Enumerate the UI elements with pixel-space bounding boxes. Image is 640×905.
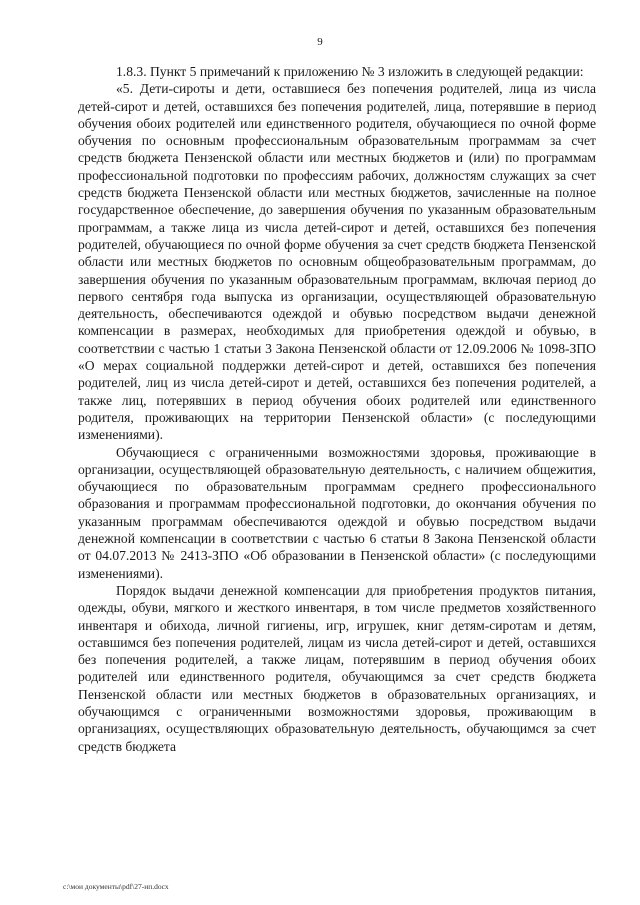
- document-body: [78, 63, 596, 755]
- page-number: 9: [317, 36, 323, 48]
- paragraph-item-1-8-3: 1.8.3. Пункт 5 примечаний к приложению № 3 изложить в следующей редакции:: [116, 64, 584, 79]
- paragraph-disabilities: Обучающиеся с ограниченными возможностями здоровья, проживающие в организации, осуществляющей образовательную деятельность, с наличием общежития, обучающиеся по образовательным программам среднего профессионального образования и программам профессиональной подготовки, до окончания обучения по указанным программам обеспечиваются одеждой и обувью посредством выдачи денежной компенсации в соответствии с частью 6 статьи 8 Закона Пензенской области от 04.07.2013 № 2413-ЗПО «Об образовании в Пензенской области» (с последующими изменениями).: [78, 444, 596, 581]
- paragraph-compensation-procedure: Порядок выдачи денежной компенсации для приобретения продуктов питания, одежды, обуви, мягкого и жесткого инвентаря, в том числе предметов хозяйственного инвентаря и обихода, личной гигиены, игр, игрушек, книг детям-сиротам и детям, оставшимся без попечения родителей, лицам из числа детей-сирот и детей, оставшихся без попечения родителей, а также лицам, потерявшим в период обучения обоих родителей или единственного родителя, обучающимся за счет средств бюджета Пензенской области или местных бюджетов в образовательных организациях, и обучающимся с ограниченными возможностями здоровья, проживающим в организациях, осуществляющих образовательную деятельность, обучающимся за счет средств бюджета: [78, 582, 596, 754]
- file-path-footer: c:\мои документы\pdf\27-ип.docx: [63, 882, 169, 891]
- paragraph-note-5: «5. Дети-сироты и дети, оставшиеся без попечения родителей, лица из числа детей-сирот и детей, оставшихся без попечения родителей, лица, потерявшие в период обучения обоих родителей или единственного родителя, обучающиеся по очной форме обучения по основным профессиональным образовательным программам за счет средств бюджета Пензенской области или местных бюджетов и (или) по программам профессиональной подготовки по профессиям рабочих, должностям служащих за счет средств бюджета Пензенской области или местных бюджетов, зачисленные на полное государственное обеспечение, до завершения обучения по указанным образовательным программам, а также лица из числа детей-сирот и детей, оставшихся без попечения родителей, обучающиеся по очной форме обучения за счет средств бюджета Пензенской области или местных бюджетов по основным общеобразовательным программам, до завершения обучения по указанным образовательным программам, включая период до первого сентября года выпуска из организации, осуществляющей образовательную деятельность, обеспечиваются одеждой и обувью посредством выдачи денежной компенсации в размерах, необходимых для приобретения одеждой и обувью, в соответствии с частью 1 статьи 3 Закона Пензенской области от 12.09.2006 № 1098-ЗПО «О мерах социальной поддержки детей-сирот и детей, оставшихся без попечения родителей, лиц из числа детей-сирот и детей, оставшихся без попечения родителей, а также лиц, потерявших в период обучения обоих родителей или единственного родителя, проживающих на территории Пензенской области» (с последующими изменениями).: [78, 81, 596, 443]
